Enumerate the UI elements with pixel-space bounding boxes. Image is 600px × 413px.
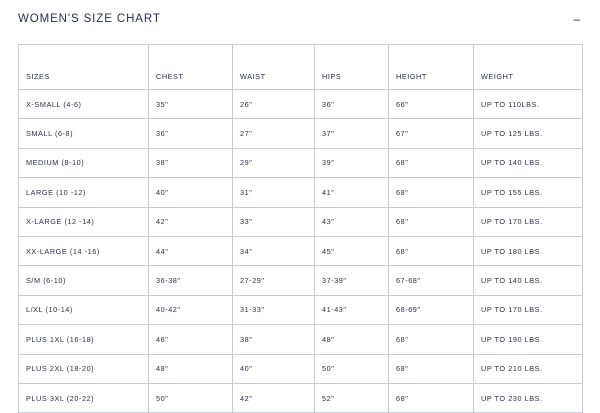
cell-chest: 46" [149, 325, 233, 354]
cell-height: 68" [389, 178, 474, 207]
column-header-chest: CHEST [149, 63, 233, 90]
cell-waist: 40" [233, 354, 315, 383]
table-row [19, 207, 583, 236]
cell-size: MEDIUM (8-10) [19, 148, 149, 177]
table-header-row [19, 63, 583, 90]
cell-height: 66" [389, 90, 474, 119]
cell-height: 68" [389, 383, 474, 412]
cell-weight: UP TO 180 LBS. [474, 236, 583, 265]
spacer-cell [389, 45, 474, 64]
cell-size: LARGE (10 -12) [19, 178, 149, 207]
minus-icon[interactable]: – [573, 12, 580, 26]
spacer-cell [315, 45, 389, 64]
table-row [19, 90, 583, 119]
cell-weight: UP TO 140 LBS. [474, 148, 583, 177]
cell-waist: 31-33" [233, 295, 315, 324]
spacer-cell [149, 45, 233, 64]
cell-weight: UP TO 190 LBS. [474, 325, 583, 354]
cell-size: X-LARGE (12 -14) [19, 207, 149, 236]
table-row [19, 354, 583, 383]
column-header-sizes: SIZES [19, 63, 149, 90]
cell-chest: 40-42" [149, 295, 233, 324]
size-chart-header [18, 6, 582, 32]
cell-height: 68" [389, 354, 474, 383]
cell-weight: UP TO 230 LBS. [474, 383, 583, 412]
cell-chest: 44" [149, 236, 233, 265]
size-chart-table [18, 44, 583, 413]
table-row [19, 383, 583, 412]
table-row [19, 266, 583, 295]
column-header-weight: WEIGHT [474, 63, 583, 90]
cell-chest: 36" [149, 119, 233, 148]
cell-hips: 37-39" [315, 266, 389, 295]
table-row [19, 119, 583, 148]
cell-size: L/XL (10-14) [19, 295, 149, 324]
cell-weight: UP TO 210 LBS. [474, 354, 583, 383]
cell-chest: 48" [149, 354, 233, 383]
table-spacer-row [19, 45, 583, 64]
column-header-height: HEIGHT [389, 63, 474, 90]
cell-weight: UP TO 170 LBS. [474, 207, 583, 236]
cell-waist: 33" [233, 207, 315, 236]
column-header-hips: HIPS [315, 63, 389, 90]
cell-hips: 45" [315, 236, 389, 265]
cell-weight: UP TO 125 LBS. [474, 119, 583, 148]
cell-size: PLUS 3XL (20-22) [19, 383, 149, 412]
cell-hips: 52" [315, 383, 389, 412]
table-body [19, 90, 583, 413]
cell-chest: 42" [149, 207, 233, 236]
cell-waist: 31" [233, 178, 315, 207]
cell-waist: 27-29" [233, 266, 315, 295]
cell-chest: 36-38" [149, 266, 233, 295]
cell-size: XX-LARGE (14 -16) [19, 236, 149, 265]
page-title: WOMEN'S SIZE CHART [18, 13, 161, 25]
size-chart-table-wrapper [18, 44, 582, 413]
cell-weight: UP TO 155 LBS. [474, 178, 583, 207]
cell-height: 68" [389, 148, 474, 177]
cell-size: S/M (6-10) [19, 266, 149, 295]
cell-chest: 40" [149, 178, 233, 207]
cell-hips: 37" [315, 119, 389, 148]
spacer-cell [19, 45, 149, 64]
cell-hips: 41" [315, 178, 389, 207]
table-row [19, 325, 583, 354]
cell-height: 67" [389, 119, 474, 148]
table-row [19, 148, 583, 177]
cell-chest: 35" [149, 90, 233, 119]
cell-height: 67-68" [389, 266, 474, 295]
cell-size: X-SMALL (4-6) [19, 90, 149, 119]
cell-hips: 39" [315, 148, 389, 177]
cell-hips: 43" [315, 207, 389, 236]
cell-hips: 48" [315, 325, 389, 354]
cell-height: 68-69" [389, 295, 474, 324]
cell-chest: 50" [149, 383, 233, 412]
cell-weight: UP TO 110LBS. [474, 90, 583, 119]
spacer-cell [233, 45, 315, 64]
cell-chest: 38" [149, 148, 233, 177]
table-row [19, 236, 583, 265]
column-header-waist: WAIST [233, 63, 315, 90]
spacer-cell [474, 45, 583, 64]
cell-hips: 36" [315, 90, 389, 119]
cell-hips: 41-43" [315, 295, 389, 324]
cell-height: 68" [389, 207, 474, 236]
cell-waist: 29" [233, 148, 315, 177]
cell-waist: 42" [233, 383, 315, 412]
cell-waist: 38" [233, 325, 315, 354]
cell-height: 68" [389, 236, 474, 265]
cell-weight: UP TO 170 LBS. [474, 295, 583, 324]
cell-size: PLUS 2XL (18-20) [19, 354, 149, 383]
table-head [19, 45, 583, 90]
table-row [19, 295, 583, 324]
cell-size: SMALL (6-8) [19, 119, 149, 148]
cell-hips: 50" [315, 354, 389, 383]
cell-waist: 26" [233, 90, 315, 119]
table-row [19, 178, 583, 207]
cell-weight: UP TO 140 LBS. [474, 266, 583, 295]
cell-waist: 27" [233, 119, 315, 148]
cell-height: 68" [389, 325, 474, 354]
cell-waist: 34" [233, 236, 315, 265]
cell-size: PLUS 1XL (16-18) [19, 325, 149, 354]
